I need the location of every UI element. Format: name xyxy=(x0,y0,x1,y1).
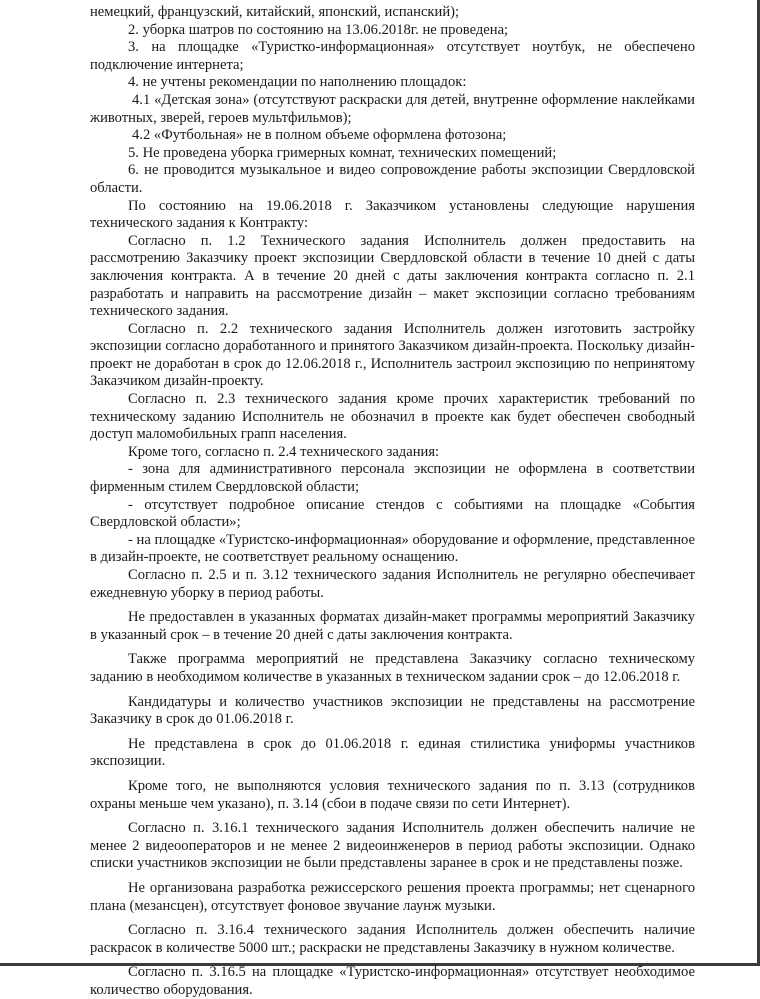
list-item: 2. уборка шатров по состоянию на 13.06.2018г. не проведена; xyxy=(128,21,509,38)
list-item: 5. Не проведена уборка гримерных комнат, технических помещений; xyxy=(128,144,557,161)
bullet-item: - отсутствует подробное описание стендов с событиями на площадке «События Свердловской области»; xyxy=(90,496,695,531)
paragraph: По состоянию на 19.06.2018 г. Заказчиком установлены следующие нарушения технического задания к Контракту: xyxy=(90,197,695,232)
paragraph: Согласно п. 3.16.1 технического задания Исполнитель должен обеспечить наличие не менее 2 видеооператоров и не менее 2 видеоинженеров в период работы экспозиции. Однако списки участников экспозиции не были представлены заранее в срок и не представлены позже. xyxy=(90,820,695,872)
paragraph: Согласно п. 2.3 технического задания кроме прочих характеристик требований по техническому заданию Исполнитель не обозначил в проекте как будет обеспечен свободный доступ маломобильных грапп населения. xyxy=(90,391,695,443)
list-item: 6. не проводится музыкальное и видео сопровождение работы экспозиции Свердловской области. xyxy=(90,162,695,196)
document-body xyxy=(90,4,695,999)
paragraph: Согласно п. 1.2 Технического задания Исполнитель должен предоставить на рассмотрению Заказчику проект экспозиции Свердловской области в течение 10 дней с даты заключения контракта. А в течение 20 дней с даты заключения контракта согласно п. 2.1 разработать и направить на рассмотрение дизайн – макет экспозиции согласно требованиям технического задания. xyxy=(90,232,695,320)
paragraph: Также программа мероприятий не представлена Заказчику согласно техническому заданию в необходимом количестве в указанных в техническом задании срок – до 12.06.2018 г. xyxy=(90,651,695,685)
paragraph: Кроме того, согласно п. 2.4 технического задания: xyxy=(128,443,440,460)
paragraph: немецкий, французский, китайский, японский, испанский); xyxy=(90,4,460,20)
list-item: 4.1 «Детская зона» (отсутствуют раскраски для детей, внутренне оформление наклейками животных, зверей, героев мультфильмов); xyxy=(90,91,695,126)
list-item: 4. не учтены рекомендации по наполнению площадок: xyxy=(128,74,467,91)
bullet-item: - зона для административного персонала экспозиции не оформлена в соответствии фирменным стилем Свердловской области; xyxy=(90,461,695,496)
bullet-item: - на площадке «Туристско-информационная» оборудование и оформление, представленное в дизайн-проекте, не соответствует реальному оснащению. xyxy=(90,531,695,566)
list-item: 3. на площадке «Туристко-информационная» отсутствует ноутбук, не обеспечено подключение интернета; xyxy=(90,39,695,73)
list-item: 4.2 «Футбольная» не в полном объеме оформлена фотозона; xyxy=(132,127,507,144)
paragraph: Согласно п. 3.16.4 технического задания Исполнитель должен обеспечить наличие раскрасок в количестве 5000 шт.; раскраски не представлены Заказчику в нужном количестве. xyxy=(90,922,695,956)
paragraph: Кандидатуры и количество участников экспозиции не представлены на рассмотрение Заказчику в срок до 01.06.2018 г. xyxy=(90,693,695,728)
paragraph: Согласно п. 3.16.5 на площадке «Туристско-информационная» отсутствует необходимое количество оборудования. xyxy=(90,964,695,998)
paragraph: Не представлена в срок до 01.06.2018 г. единая стилистика униформы участников экспозиции. xyxy=(90,735,695,770)
paragraph: Кроме того, не выполняются условия технического задания по п. 3.13 (сотрудников охраны меньше чем указано), п. 3.14 (сбои в подаче связи по сети Интернет). xyxy=(90,777,695,812)
paragraph: Не предоставлен в указанных форматах дизайн-макет программы мероприятий Заказчику в указанный срок – в течение 20 дней с даты заключения контракта. xyxy=(90,609,695,643)
paragraph: Согласно п. 2.2 технического задания Исполнитель должен изготовить застройку экспозиции согласно доработанного и принятого Заказчиком дизайн-проекта. Поскольку дизайн-проект не доработан в срок до 12.06.2018 г., Исполнитель застроил экспозицию по непринятому Заказчиком дизайн-проекту. xyxy=(90,320,695,390)
paragraph: Согласно п. 2.5 и п. 3.12 технического задания Исполнитель не регулярно обеспечивает ежедневную уборку в период работы. xyxy=(90,567,695,601)
paragraph: Не организована разработка режиссерского решения проекта программы; нет сценарного плана (мезансцен), отсутствует фоновое звучание лаунж музыки. xyxy=(90,879,695,914)
